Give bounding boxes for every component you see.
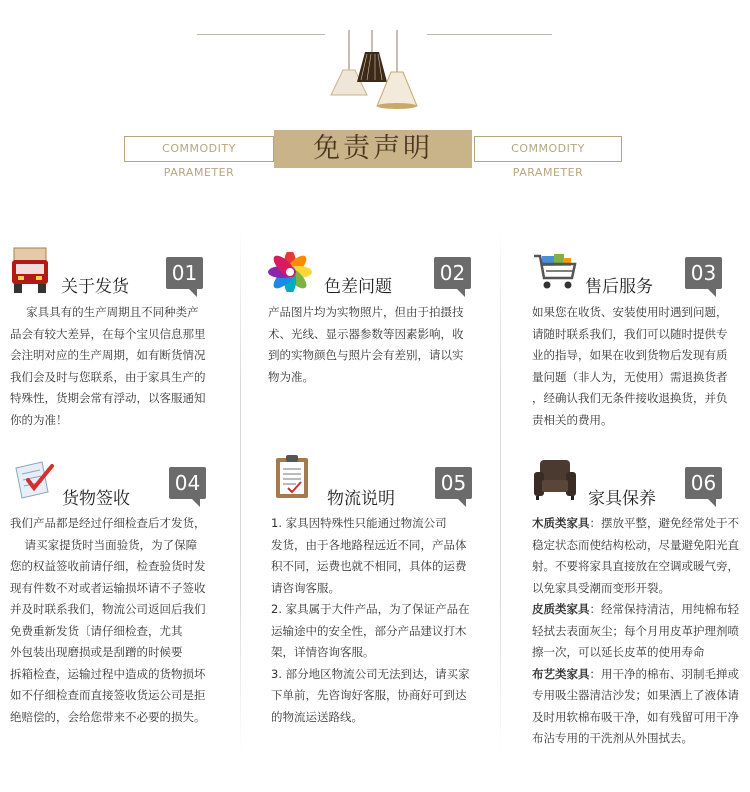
clipboard-icon bbox=[274, 454, 310, 504]
text-line: 如果您在收货、安装使用时遇到问题， bbox=[532, 305, 728, 319]
text-line: 下单前，先咨询好客服，协商好可到达 bbox=[271, 688, 467, 702]
text-line: 量问题（非人为，无使用）需退换货者 bbox=[532, 369, 728, 384]
text-line: 1. 家具因特殊性只能通过物流公司 bbox=[271, 516, 447, 530]
text-line: 绝赔偿的，会给您带来不必要的损失。 bbox=[10, 709, 206, 724]
card-care-text bbox=[532, 513, 742, 750]
care-fabric bbox=[532, 664, 742, 750]
card-after-sales-title: 售后服务 bbox=[585, 277, 653, 297]
text-line: 如不仔细检查而直接签收货运公司是拒 bbox=[10, 688, 206, 702]
header-rule-left bbox=[197, 34, 325, 35]
care-leather-text: ：经常保持清洁，用纯棉布轻轻拭去表面灰尘；每个月用皮革护理剂喷擦一次，可以延长皮革的使用寿命 bbox=[532, 602, 739, 659]
care-fabric-label: 布艺类家具 bbox=[532, 666, 590, 681]
card-after-sales-text bbox=[532, 302, 746, 431]
column-divider-2 bbox=[500, 225, 501, 755]
text-line: ，经确认我们无条件接收退换货，并负 bbox=[532, 391, 728, 405]
card-logistics-text bbox=[271, 513, 495, 728]
checklist-icon bbox=[12, 458, 56, 506]
text-line: 外包装出现磨损或是刮蹭的时候要 bbox=[10, 645, 183, 659]
color-wheel-icon bbox=[268, 252, 312, 296]
text-line: 的物流运送路线。 bbox=[271, 709, 363, 724]
care-wood bbox=[532, 513, 742, 599]
text-line: 家具具有的生产周期且不同种类产 bbox=[26, 305, 199, 319]
card-care-number: 06 bbox=[685, 467, 722, 499]
card-receipt-text bbox=[10, 513, 236, 728]
text-line: 您的权益签收前请仔细，检查验货时发 bbox=[10, 559, 206, 573]
care-leather-label: 皮质类家具 bbox=[532, 602, 590, 616]
text-line: 术、光线、显示器参数等因素影响，收 bbox=[268, 326, 464, 341]
text-line: 品会有较大差异，在每个宝贝信息那里 bbox=[10, 326, 206, 341]
care-leather bbox=[532, 599, 742, 664]
page-title: 免责声明 bbox=[274, 130, 472, 168]
text-line: 2. 家具属于大件产品，为了保证产品在 bbox=[271, 602, 470, 616]
text-line: 现有件数不对或者运输损坏请不子签收 bbox=[10, 580, 206, 595]
card-care-title: 家具保养 bbox=[588, 489, 656, 509]
text-line: 积不同，运费也就不相同，具体的运费 bbox=[271, 559, 467, 573]
card-shipping-title: 关于发货 bbox=[61, 277, 129, 297]
text-line: 请买家提货时当面验货，为了保障 bbox=[10, 537, 198, 552]
text-line: 到的实物颜色与照片会有差别，请以实 bbox=[268, 348, 464, 362]
card-color-title: 色差问题 bbox=[324, 277, 392, 297]
card-shipping-number: 01 bbox=[166, 257, 203, 289]
shopping-cart-icon bbox=[532, 252, 578, 296]
text-line: 发货，由于各地路程远近不同，产品体 bbox=[271, 537, 467, 552]
text-line: 我们会及时与您联系，由于家具生产的 bbox=[10, 369, 206, 384]
truck-icon bbox=[10, 246, 50, 300]
text-line: 架，详情咨询客服。 bbox=[271, 645, 375, 659]
card-shipping-text bbox=[10, 302, 232, 431]
card-receipt-number: 04 bbox=[169, 467, 206, 499]
text-line: 特殊性，货期会常有浮动，以客服通知 bbox=[10, 391, 206, 405]
text-line: 物为准。 bbox=[268, 369, 314, 384]
card-after-sales-number: 03 bbox=[685, 257, 722, 289]
care-fabric-text: ：用干净的棉布、羽制毛掸或专用吸尘器清洁沙发；如果洒上了液体请及时用软棉布吸干净，如有残留可用干净布沾专用的干洗剂从外围拭去。 bbox=[532, 666, 739, 745]
commodity-parameter-tag-left: COMMODITY PARAMETER bbox=[124, 136, 274, 162]
column-divider-1 bbox=[240, 225, 241, 755]
commodity-parameter-tag-right: COMMODITY PARAMETER bbox=[474, 136, 622, 162]
text-line: 你的为准！ bbox=[10, 412, 68, 427]
text-line: 免费重新发货〔请仔细检查，尤其 bbox=[10, 623, 183, 638]
armchair-icon bbox=[532, 456, 578, 506]
text-line: 拆箱检查，运输过程中造成的货物损坏 bbox=[10, 666, 206, 681]
text-line: 责相关的费用。 bbox=[532, 412, 613, 427]
text-line: 产品图片均为实物照片，但由于拍摄技 bbox=[268, 305, 464, 319]
text-line: 并及时联系我们，物流公司返回后我们 bbox=[10, 602, 206, 616]
text-line: 请咨询客服。 bbox=[271, 580, 340, 595]
card-logistics-title: 物流说明 bbox=[327, 489, 395, 509]
card-logistics-number: 05 bbox=[435, 467, 472, 499]
card-receipt-title: 货物签收 bbox=[62, 489, 130, 509]
pendant-lamps-illustration bbox=[325, 30, 425, 115]
care-wood-text: ：摆放平整，避免经常处于不稳定状态而使结构松动，尽量避免阳光直射。不要将家具直接放在空调或暖气旁，以免家具受潮而变形开裂。 bbox=[532, 516, 739, 595]
care-wood-label: 木质类家具 bbox=[532, 516, 590, 530]
card-color-number: 02 bbox=[434, 257, 471, 289]
text-line: 运输途中的安全性，部分产品建议打木 bbox=[271, 623, 467, 638]
text-line: 会注明对应的生产周期，如有断货情况 bbox=[10, 348, 206, 362]
text-line: 我们产品都是经过仔细检查后才发货， bbox=[10, 516, 206, 530]
card-color-text bbox=[268, 302, 494, 388]
text-line: 3. 部分地区物流公司无法到达，请买家 bbox=[271, 666, 470, 681]
header-rule-right bbox=[427, 34, 552, 35]
text-line: 请随时联系我们，我们可以随时提供专 bbox=[532, 326, 728, 341]
text-line: 业的指导，如果在收到货物后发现有质 bbox=[532, 348, 728, 362]
